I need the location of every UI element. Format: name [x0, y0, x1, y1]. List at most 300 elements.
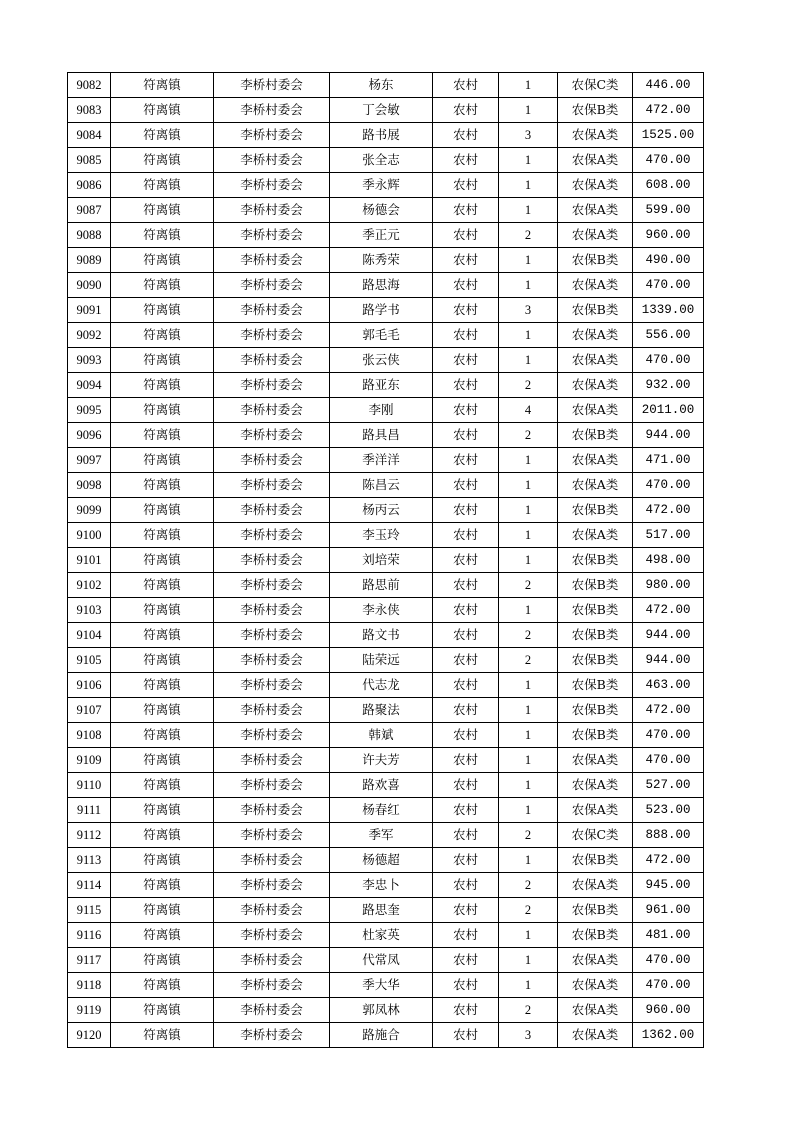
insurance-category-cell: 农保B类 [558, 548, 633, 573]
amount-cell: 888.00 [633, 823, 704, 848]
record-id-cell: 9099 [68, 498, 111, 523]
household-count-cell: 1 [499, 948, 558, 973]
table-row [68, 798, 704, 823]
area-type-cell: 农村 [433, 273, 499, 298]
village-committee-cell: 李桥村委会 [214, 473, 330, 498]
town-cell: 符离镇 [111, 773, 214, 798]
amount-cell: 470.00 [633, 273, 704, 298]
amount-cell: 608.00 [633, 173, 704, 198]
name-cell: 路欢喜 [330, 773, 433, 798]
name-cell: 季军 [330, 823, 433, 848]
name-cell: 路亚东 [330, 373, 433, 398]
insurance-category-cell: 农保A类 [558, 148, 633, 173]
insurance-category-cell: 农保B类 [558, 623, 633, 648]
name-cell: 郭毛毛 [330, 323, 433, 348]
amount-cell: 472.00 [633, 848, 704, 873]
name-cell: 杨德会 [330, 198, 433, 223]
area-type-cell: 农村 [433, 398, 499, 423]
area-type-cell: 农村 [433, 148, 499, 173]
household-count-cell: 1 [499, 148, 558, 173]
amount-cell: 2011.00 [633, 398, 704, 423]
town-cell: 符离镇 [111, 423, 214, 448]
amount-cell: 470.00 [633, 148, 704, 173]
name-cell: 路书展 [330, 123, 433, 148]
record-id-cell: 9097 [68, 448, 111, 473]
amount-cell: 527.00 [633, 773, 704, 798]
table-row [68, 573, 704, 598]
household-count-cell: 3 [499, 298, 558, 323]
town-cell: 符离镇 [111, 298, 214, 323]
name-cell: 李玉玲 [330, 523, 433, 548]
village-committee-cell: 李桥村委会 [214, 398, 330, 423]
table-row [68, 148, 704, 173]
record-id-cell: 9101 [68, 548, 111, 573]
amount-cell: 470.00 [633, 973, 704, 998]
village-committee-cell: 李桥村委会 [214, 898, 330, 923]
town-cell: 符离镇 [111, 173, 214, 198]
village-committee-cell: 李桥村委会 [214, 698, 330, 723]
insurance-category-cell: 农保B类 [558, 598, 633, 623]
area-type-cell: 农村 [433, 223, 499, 248]
village-committee-cell: 李桥村委会 [214, 498, 330, 523]
insurance-category-cell: 农保B类 [558, 498, 633, 523]
insurance-category-cell: 农保A类 [558, 748, 633, 773]
insurance-category-cell: 农保A类 [558, 348, 633, 373]
name-cell: 路具昌 [330, 423, 433, 448]
household-count-cell: 1 [499, 73, 558, 98]
record-id-cell: 9113 [68, 848, 111, 873]
table-row [68, 473, 704, 498]
amount-cell: 498.00 [633, 548, 704, 573]
table-row [68, 923, 704, 948]
household-count-cell: 2 [499, 423, 558, 448]
table-row [68, 298, 704, 323]
amount-cell: 472.00 [633, 598, 704, 623]
area-type-cell: 农村 [433, 523, 499, 548]
household-count-cell: 1 [499, 598, 558, 623]
area-type-cell: 农村 [433, 848, 499, 873]
town-cell: 符离镇 [111, 948, 214, 973]
table-row [68, 73, 704, 98]
village-committee-cell: 李桥村委会 [214, 673, 330, 698]
record-id-cell: 9096 [68, 423, 111, 448]
amount-cell: 1362.00 [633, 1023, 704, 1048]
household-count-cell: 1 [499, 523, 558, 548]
village-committee-cell: 李桥村委会 [214, 148, 330, 173]
insurance-category-cell: 农保B类 [558, 648, 633, 673]
household-count-cell: 1 [499, 798, 558, 823]
village-committee-cell: 李桥村委会 [214, 173, 330, 198]
insurance-category-cell: 农保A类 [558, 448, 633, 473]
insurance-category-cell: 农保B类 [558, 673, 633, 698]
insurance-category-cell: 农保A类 [558, 798, 633, 823]
household-count-cell: 2 [499, 873, 558, 898]
table-row [68, 723, 704, 748]
record-id-cell: 9094 [68, 373, 111, 398]
name-cell: 路聚法 [330, 698, 433, 723]
household-count-cell: 2 [499, 573, 558, 598]
table-row [68, 273, 704, 298]
town-cell: 符离镇 [111, 723, 214, 748]
town-cell: 符离镇 [111, 598, 214, 623]
village-committee-cell: 李桥村委会 [214, 223, 330, 248]
household-count-cell: 1 [499, 773, 558, 798]
record-id-cell: 9108 [68, 723, 111, 748]
table-row [68, 98, 704, 123]
village-committee-cell: 李桥村委会 [214, 123, 330, 148]
household-count-cell: 1 [499, 723, 558, 748]
village-committee-cell: 李桥村委会 [214, 798, 330, 823]
household-count-cell: 1 [499, 548, 558, 573]
area-type-cell: 农村 [433, 323, 499, 348]
table-row [68, 823, 704, 848]
town-cell: 符离镇 [111, 323, 214, 348]
village-committee-cell: 李桥村委会 [214, 973, 330, 998]
area-type-cell: 农村 [433, 123, 499, 148]
village-committee-cell: 李桥村委会 [214, 448, 330, 473]
household-count-cell: 4 [499, 398, 558, 423]
village-committee-cell: 李桥村委会 [214, 423, 330, 448]
town-cell: 符离镇 [111, 898, 214, 923]
record-id-cell: 9116 [68, 923, 111, 948]
town-cell: 符离镇 [111, 998, 214, 1023]
insurance-category-cell: 农保A类 [558, 873, 633, 898]
area-type-cell: 农村 [433, 798, 499, 823]
town-cell: 符离镇 [111, 248, 214, 273]
name-cell: 代志龙 [330, 673, 433, 698]
village-committee-cell: 李桥村委会 [214, 873, 330, 898]
amount-cell: 472.00 [633, 498, 704, 523]
town-cell: 符离镇 [111, 973, 214, 998]
village-committee-cell: 李桥村委会 [214, 323, 330, 348]
record-id-cell: 9092 [68, 323, 111, 348]
household-count-cell: 2 [499, 648, 558, 673]
amount-cell: 961.00 [633, 898, 704, 923]
village-committee-cell: 李桥村委会 [214, 198, 330, 223]
area-type-cell: 农村 [433, 623, 499, 648]
insurance-category-cell: 农保A类 [558, 1023, 633, 1048]
table-row [68, 548, 704, 573]
record-id-cell: 9103 [68, 598, 111, 623]
household-count-cell: 1 [499, 673, 558, 698]
table-row [68, 748, 704, 773]
amount-cell: 470.00 [633, 948, 704, 973]
amount-cell: 599.00 [633, 198, 704, 223]
household-count-cell: 2 [499, 823, 558, 848]
amount-cell: 463.00 [633, 673, 704, 698]
insurance-category-cell: 农保A类 [558, 973, 633, 998]
household-count-cell: 1 [499, 473, 558, 498]
household-count-cell: 1 [499, 498, 558, 523]
insurance-category-cell: 农保B类 [558, 248, 633, 273]
area-type-cell: 农村 [433, 923, 499, 948]
area-type-cell: 农村 [433, 373, 499, 398]
amount-cell: 1525.00 [633, 123, 704, 148]
name-cell: 季永辉 [330, 173, 433, 198]
table-row [68, 873, 704, 898]
area-type-cell: 农村 [433, 698, 499, 723]
town-cell: 符离镇 [111, 798, 214, 823]
area-type-cell: 农村 [433, 998, 499, 1023]
village-committee-cell: 李桥村委会 [214, 573, 330, 598]
insurance-category-cell: 农保B类 [558, 723, 633, 748]
area-type-cell: 农村 [433, 898, 499, 923]
household-count-cell: 1 [499, 98, 558, 123]
name-cell: 路思奎 [330, 898, 433, 923]
village-committee-cell: 李桥村委会 [214, 823, 330, 848]
record-id-cell: 9104 [68, 623, 111, 648]
name-cell: 张云侠 [330, 348, 433, 373]
name-cell: 路施合 [330, 1023, 433, 1048]
insurance-category-cell: 农保C类 [558, 73, 633, 98]
area-type-cell: 农村 [433, 648, 499, 673]
insurance-category-cell: 农保A类 [558, 373, 633, 398]
household-count-cell: 1 [499, 198, 558, 223]
town-cell: 符离镇 [111, 398, 214, 423]
table-row [68, 598, 704, 623]
amount-cell: 517.00 [633, 523, 704, 548]
table-row [68, 973, 704, 998]
town-cell: 符离镇 [111, 123, 214, 148]
record-id-cell: 9115 [68, 898, 111, 923]
town-cell: 符离镇 [111, 673, 214, 698]
town-cell: 符离镇 [111, 348, 214, 373]
record-id-cell: 9091 [68, 298, 111, 323]
town-cell: 符离镇 [111, 448, 214, 473]
town-cell: 符离镇 [111, 148, 214, 173]
area-type-cell: 农村 [433, 248, 499, 273]
name-cell: 路思前 [330, 573, 433, 598]
village-committee-cell: 李桥村委会 [214, 348, 330, 373]
town-cell: 符离镇 [111, 548, 214, 573]
name-cell: 陈昌云 [330, 473, 433, 498]
village-committee-cell: 李桥村委会 [214, 723, 330, 748]
village-committee-cell: 李桥村委会 [214, 373, 330, 398]
village-committee-cell: 李桥村委会 [214, 73, 330, 98]
town-cell: 符离镇 [111, 573, 214, 598]
insurance-category-cell: 农保A类 [558, 323, 633, 348]
area-type-cell: 农村 [433, 448, 499, 473]
household-count-cell: 1 [499, 448, 558, 473]
household-count-cell: 1 [499, 748, 558, 773]
town-cell: 符离镇 [111, 1023, 214, 1048]
name-cell: 杨东 [330, 73, 433, 98]
area-type-cell: 农村 [433, 1023, 499, 1048]
household-count-cell: 2 [499, 898, 558, 923]
name-cell: 季大华 [330, 973, 433, 998]
amount-cell: 1339.00 [633, 298, 704, 323]
amount-cell: 481.00 [633, 923, 704, 948]
table-row [68, 623, 704, 648]
amount-cell: 980.00 [633, 573, 704, 598]
record-id-cell: 9095 [68, 398, 111, 423]
record-id-cell: 9083 [68, 98, 111, 123]
table-row [68, 123, 704, 148]
area-type-cell: 农村 [433, 173, 499, 198]
table-row [68, 523, 704, 548]
record-id-cell: 9087 [68, 198, 111, 223]
record-id-cell: 9086 [68, 173, 111, 198]
name-cell: 季正元 [330, 223, 433, 248]
table-row [68, 848, 704, 873]
village-committee-cell: 李桥村委会 [214, 548, 330, 573]
household-count-cell: 2 [499, 623, 558, 648]
area-type-cell: 农村 [433, 973, 499, 998]
town-cell: 符离镇 [111, 223, 214, 248]
insurance-category-cell: 农保A类 [558, 198, 633, 223]
name-cell: 韩斌 [330, 723, 433, 748]
area-type-cell: 农村 [433, 73, 499, 98]
town-cell: 符离镇 [111, 498, 214, 523]
amount-cell: 944.00 [633, 648, 704, 673]
name-cell: 李永侠 [330, 598, 433, 623]
amount-cell: 472.00 [633, 98, 704, 123]
town-cell: 符离镇 [111, 73, 214, 98]
name-cell: 路文书 [330, 623, 433, 648]
area-type-cell: 农村 [433, 673, 499, 698]
town-cell: 符离镇 [111, 823, 214, 848]
household-count-cell: 1 [499, 348, 558, 373]
amount-cell: 470.00 [633, 348, 704, 373]
village-committee-cell: 李桥村委会 [214, 273, 330, 298]
table-row [68, 698, 704, 723]
amount-cell: 490.00 [633, 248, 704, 273]
town-cell: 符离镇 [111, 523, 214, 548]
amount-cell: 471.00 [633, 448, 704, 473]
insurance-category-cell: 农保A类 [558, 273, 633, 298]
household-count-cell: 3 [499, 123, 558, 148]
name-cell: 张全志 [330, 148, 433, 173]
table-row [68, 498, 704, 523]
area-type-cell: 农村 [433, 473, 499, 498]
table-row [68, 423, 704, 448]
area-type-cell: 农村 [433, 548, 499, 573]
amount-cell: 960.00 [633, 223, 704, 248]
table-row [68, 198, 704, 223]
insurance-category-cell: 农保B类 [558, 698, 633, 723]
table-row [68, 248, 704, 273]
town-cell: 符离镇 [111, 698, 214, 723]
town-cell: 符离镇 [111, 473, 214, 498]
name-cell: 刘培荣 [330, 548, 433, 573]
record-id-cell: 9093 [68, 348, 111, 373]
amount-cell: 523.00 [633, 798, 704, 823]
area-type-cell: 农村 [433, 98, 499, 123]
area-type-cell: 农村 [433, 598, 499, 623]
data-table [67, 72, 704, 1048]
amount-cell: 556.00 [633, 323, 704, 348]
village-committee-cell: 李桥村委会 [214, 648, 330, 673]
town-cell: 符离镇 [111, 923, 214, 948]
insurance-category-cell: 农保B类 [558, 573, 633, 598]
record-id-cell: 9110 [68, 773, 111, 798]
amount-cell: 945.00 [633, 873, 704, 898]
table-row [68, 173, 704, 198]
record-id-cell: 9112 [68, 823, 111, 848]
name-cell: 路思海 [330, 273, 433, 298]
name-cell: 李刚 [330, 398, 433, 423]
record-id-cell: 9114 [68, 873, 111, 898]
amount-cell: 944.00 [633, 623, 704, 648]
insurance-category-cell: 农保A类 [558, 123, 633, 148]
record-id-cell: 9100 [68, 523, 111, 548]
name-cell: 丁会敏 [330, 98, 433, 123]
table-row [68, 223, 704, 248]
household-count-cell: 3 [499, 1023, 558, 1048]
table-row [68, 673, 704, 698]
record-id-cell: 9088 [68, 223, 111, 248]
table-row [68, 323, 704, 348]
record-id-cell: 9118 [68, 973, 111, 998]
area-type-cell: 农村 [433, 423, 499, 448]
area-type-cell: 农村 [433, 573, 499, 598]
record-id-cell: 9117 [68, 948, 111, 973]
name-cell: 许夫芳 [330, 748, 433, 773]
village-committee-cell: 李桥村委会 [214, 1023, 330, 1048]
area-type-cell: 农村 [433, 948, 499, 973]
name-cell: 李忠卜 [330, 873, 433, 898]
insurance-category-cell: 农保A类 [558, 223, 633, 248]
village-committee-cell: 李桥村委会 [214, 948, 330, 973]
record-id-cell: 9098 [68, 473, 111, 498]
household-count-cell: 1 [499, 323, 558, 348]
insurance-category-cell: 农保A类 [558, 398, 633, 423]
village-committee-cell: 李桥村委会 [214, 773, 330, 798]
insurance-category-cell: 农保B类 [558, 298, 633, 323]
household-count-cell: 1 [499, 848, 558, 873]
table-row [68, 348, 704, 373]
table-row [68, 648, 704, 673]
record-id-cell: 9120 [68, 1023, 111, 1048]
record-id-cell: 9090 [68, 273, 111, 298]
area-type-cell: 农村 [433, 748, 499, 773]
record-id-cell: 9109 [68, 748, 111, 773]
amount-cell: 446.00 [633, 73, 704, 98]
name-cell: 郭凤林 [330, 998, 433, 1023]
record-id-cell: 9107 [68, 698, 111, 723]
table-body [68, 73, 704, 1048]
village-committee-cell: 李桥村委会 [214, 923, 330, 948]
record-id-cell: 9106 [68, 673, 111, 698]
table-row [68, 1023, 704, 1048]
table-row [68, 898, 704, 923]
amount-cell: 960.00 [633, 998, 704, 1023]
area-type-cell: 农村 [433, 498, 499, 523]
amount-cell: 944.00 [633, 423, 704, 448]
amount-cell: 470.00 [633, 748, 704, 773]
record-id-cell: 9084 [68, 123, 111, 148]
village-committee-cell: 李桥村委会 [214, 298, 330, 323]
table-row [68, 998, 704, 1023]
town-cell: 符离镇 [111, 98, 214, 123]
record-id-cell: 9111 [68, 798, 111, 823]
town-cell: 符离镇 [111, 848, 214, 873]
village-committee-cell: 李桥村委会 [214, 748, 330, 773]
record-id-cell: 9102 [68, 573, 111, 598]
insurance-category-cell: 农保B类 [558, 923, 633, 948]
insurance-category-cell: 农保B类 [558, 98, 633, 123]
table-row [68, 448, 704, 473]
table-row [68, 373, 704, 398]
insurance-category-cell: 农保A类 [558, 473, 633, 498]
town-cell: 符离镇 [111, 748, 214, 773]
town-cell: 符离镇 [111, 623, 214, 648]
area-type-cell: 农村 [433, 723, 499, 748]
village-committee-cell: 李桥村委会 [214, 98, 330, 123]
insurance-category-cell: 农保C类 [558, 823, 633, 848]
village-committee-cell: 李桥村委会 [214, 998, 330, 1023]
amount-cell: 932.00 [633, 373, 704, 398]
